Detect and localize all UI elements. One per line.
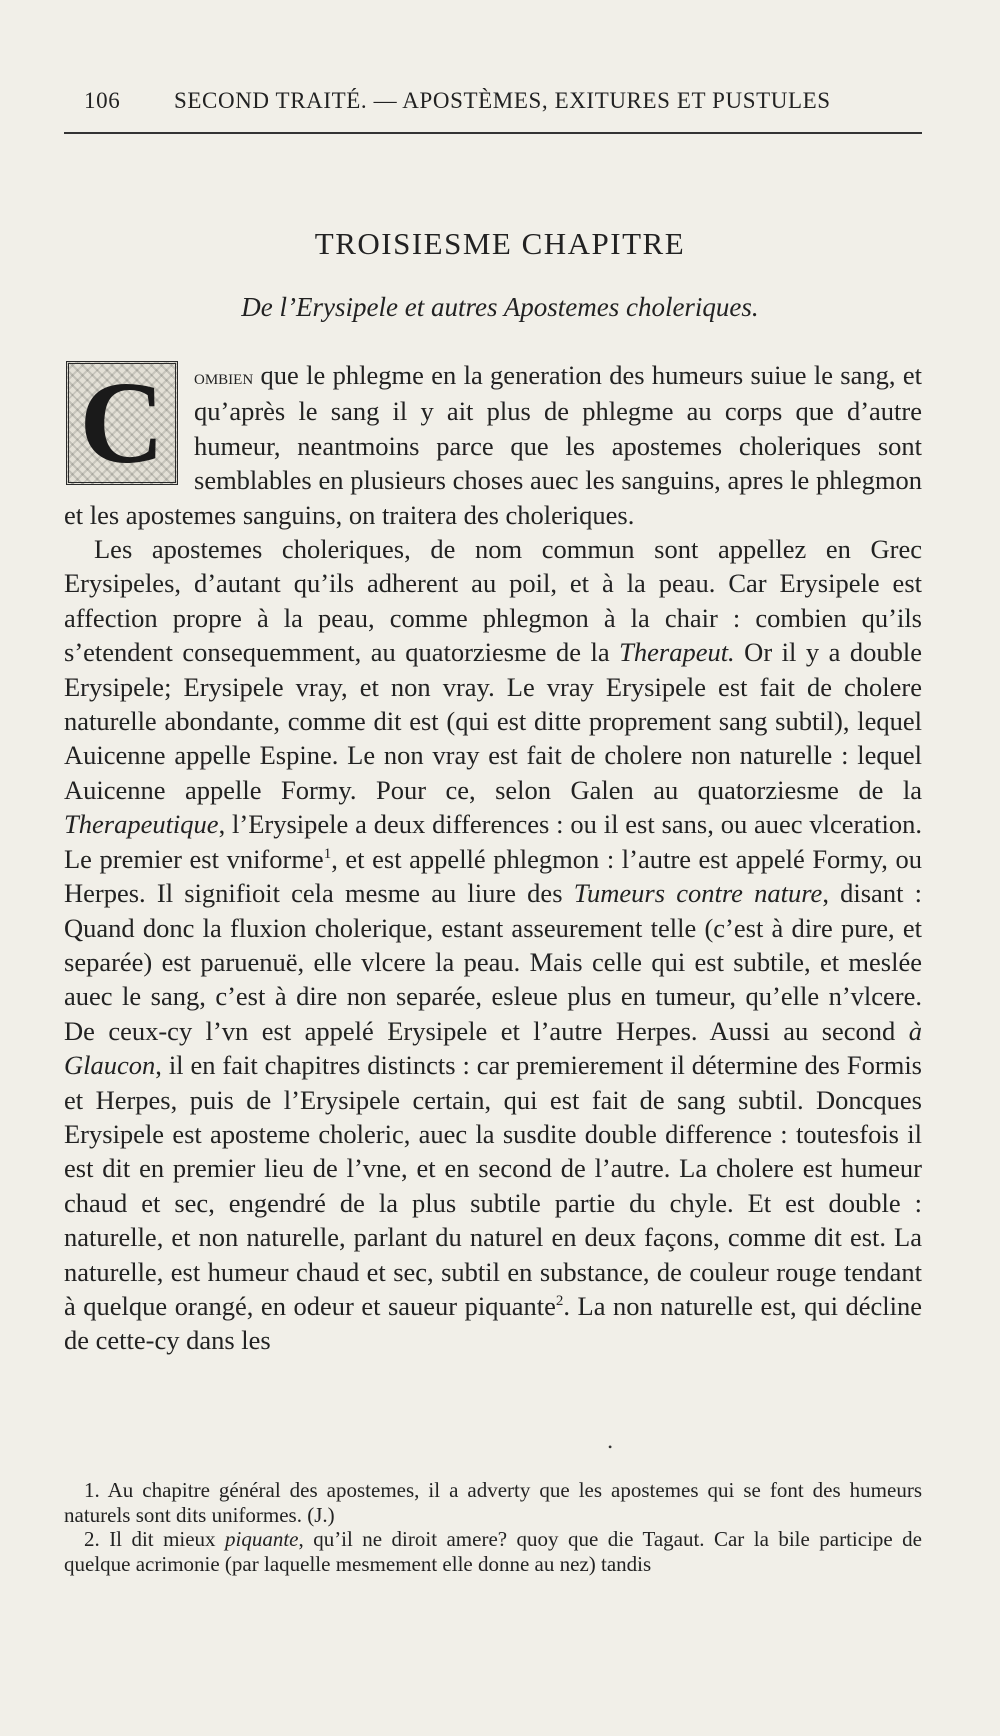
- footnote-text: , qu’il ne diroit amere? quoy que die Tagaut. Car la bile participe de quelque acrimonie (par laquelle mesmement elle donne au nez) tandis: [64, 1527, 922, 1576]
- text-run: Or il y a double Erysipele; Erysipele vray, et non vray. Le vray Erysipele est fait de cholere naturelle abondante, comme dit est (qui est ditte proprement sang subtil), lequel Auicenne appelle Espine. Le non vray est fait de cholere non naturelle : lequel Auicenne appelle Formy. Pour ce, selon Galen au quatorziesme de la: [64, 637, 922, 805]
- footnote-text: 2. Il dit mieux: [84, 1527, 225, 1551]
- footnote-1: 1. Au chapitre général des apostemes, il a adverty que les apostemes qui se font des humeurs naturels sont dits uniformes. (J.): [64, 1478, 922, 1527]
- drop-cap: C: [66, 361, 178, 485]
- text-run: , l’Erysipele a deux differences : ou il est sans, ou auec vlceration. Le premier est vniforme: [64, 809, 922, 874]
- paragraph-2: [64, 532, 922, 1358]
- printer-mark: •: [608, 1440, 613, 1454]
- text-run: Les apostemes choleriques, de nom commun sont appellez en Grec Erysipeles, d’autant qu’ils adherent au poil, et à la peau. Car Erysipele est affection propre à la peau, comme phlegmon à la chair : combien qu’ils s’etendent consequemment, au quatorziesme de la: [64, 534, 922, 668]
- text-run: , disant : Quand donc la fluxion cholerique, estant asseurement telle (c’est à dire pure, et separée) est paruenuë, elle vlcere la peau. Mais celle qui est subtile, et meslée auec le sang, c’est à dire non separée, esleue plus en tumeur, qu’elle n’vlcere. De ceux-cy l’vn est appelé Erysipele et l’autre Herpes. Aussi au second: [64, 878, 922, 1046]
- body-text: [64, 358, 922, 1358]
- running-title: SECOND TRAITÉ. — APOSTÈMES, EXITURES ET PUSTULES: [174, 88, 831, 113]
- footnote-2: [64, 1527, 922, 1576]
- footnote-italic: piquante: [225, 1527, 299, 1551]
- header-rule: [64, 132, 922, 134]
- footnote-ref-2: 2: [555, 1293, 564, 1310]
- footnotes: [64, 1478, 922, 1576]
- chapter-subtitle: De l’Erysipele et autres Apostemes choleriques.: [241, 292, 759, 322]
- italic-title: à Glaucon: [64, 1015, 922, 1081]
- italic-title: Tumeurs contre nature: [573, 878, 823, 909]
- text-run: , il en fait chapitres distincts : car premierement il détermine des Formis et Herpes, puis de l’Erysipele certain, qui est fait de sang subtil. Doncques Erysipele est aposteme choleric, auec la susdite double difference : toutesfois il est dit en premier lieu de l’vne, et en second de l’autre. La cholere est humeur chaud et sec, engendré de la plus subtile partie du chyle. Et est double : naturelle, et non naturelle, parlant du naturel en deux façons, comme dit est. La naturelle, est humeur chaud et sec, subtil en substance, de couleur rouge tendant à quelque orangé, en odeur et saueur piquante: [64, 1050, 922, 1321]
- italic-title: Therapeutique: [64, 809, 219, 840]
- paragraph-1-text: que le phlegme en la generation des humeurs suiue le sang, et qu’après le sang il y ait plus de phlegme au corps que d’autre humeur, neantmoins parce que les apostemes choleriques sont semblables en plusieurs choses auec les sanguins, apres le phlegmon et les apostemes sanguins, on traitera des choleriques.: [64, 360, 922, 530]
- footnote-ref-1: 1: [323, 845, 332, 862]
- page-number: 106: [84, 88, 121, 113]
- italic-title: Therapeut.: [619, 637, 735, 668]
- chapter-title: TROISIESME CHAPITRE: [314, 226, 686, 261]
- paragraph-1: [64, 358, 922, 532]
- opening-word: ombien: [194, 364, 254, 389]
- text-run: . La non naturelle est, qui décline de cette-cy dans les: [64, 1290, 922, 1356]
- text-run: , et est appellé phlegmon : l’autre est appelé Formy, ou Herpes. Il signifioit cela mesme au liure des: [64, 843, 922, 909]
